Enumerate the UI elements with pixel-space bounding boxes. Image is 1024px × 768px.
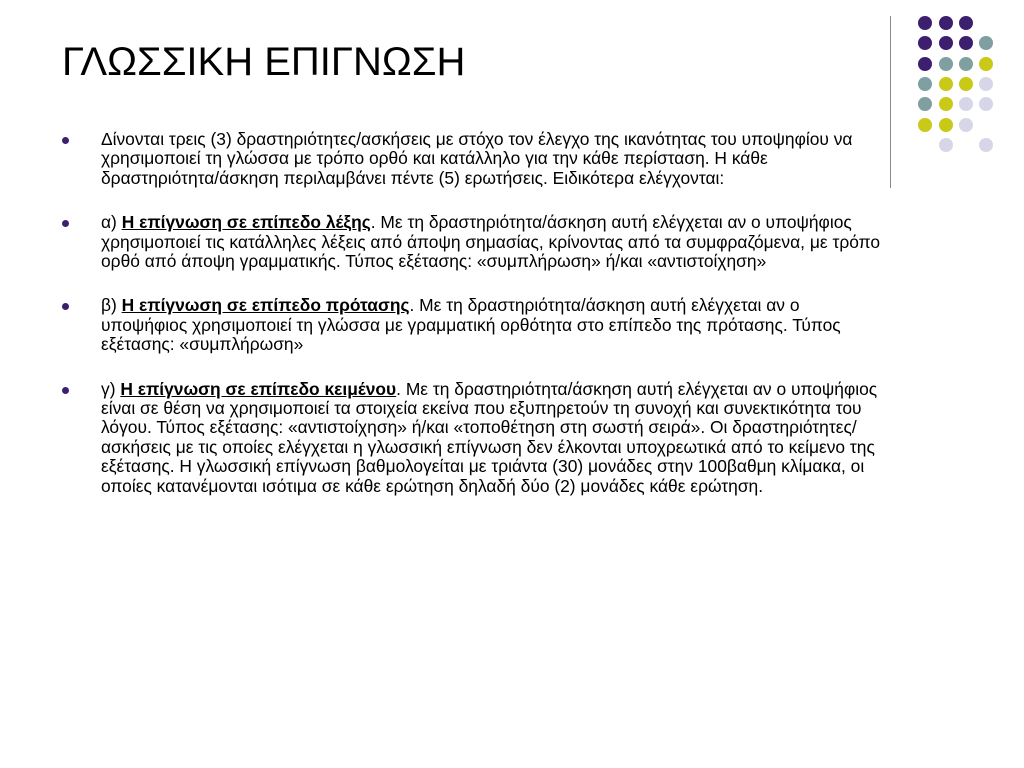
decorative-dot	[959, 97, 973, 111]
decorative-dot	[918, 57, 932, 71]
decorative-dot	[979, 97, 993, 111]
bullet-marker	[62, 137, 69, 144]
decorative-dot	[979, 36, 993, 50]
bullet-text: . Με τη δραστηριότητα/άσκηση αυτή ελέγχεται αν ο υποψήφιος χρησιμοποιεί τις κατάλληλες λέξεις από άποψη σημασίας, κρίνοντας από τα συμφραζόμενα, με τρόπο ορθό από άποψη γραμματικής. Τύπος εξέτασης: «συμπλήρωση» ή/και «αντιστοίχηση»	[101, 212, 881, 272]
decorative-dot	[979, 57, 993, 71]
decorative-dot	[939, 118, 953, 132]
decorative-dot	[939, 138, 953, 152]
bullet-marker	[62, 220, 69, 227]
decorative-dot	[959, 118, 973, 132]
bullet-heading: Η επίγνωση σε επίπεδο λέξης	[121, 212, 371, 233]
decorative-dot	[918, 16, 932, 30]
decorative-dot	[979, 77, 993, 91]
bullet-heading: Η επίγνωση σε επίπεδο πρότασης	[121, 295, 410, 316]
bullet-list	[62, 130, 888, 521]
bullet-text-level	[62, 380, 888, 496]
decorative-dot	[939, 16, 953, 30]
decorative-dot	[918, 36, 932, 50]
decorative-dot	[959, 36, 973, 50]
bullet-prefix: β)	[101, 295, 122, 316]
decorative-dot	[918, 77, 932, 91]
decorative-dot	[979, 138, 993, 152]
decorative-dot	[918, 97, 932, 111]
decorative-dot	[939, 97, 953, 111]
bullet-prefix: α)	[101, 212, 122, 233]
bullet-word-level	[62, 213, 888, 271]
bullet-marker	[62, 387, 69, 394]
decorative-dot	[959, 16, 973, 30]
bullet-sentence-level	[62, 296, 888, 354]
decorative-dot	[939, 36, 953, 50]
bullet-text: . Με τη δραστηριότητα/άσκηση αυτή ελέγχεται αν ο υποψήφιος είναι σε θέση να χρησιμοποιεί τα στοιχεία εκείνα που εξυπηρετούν τη συνοχή και συνεκτικότητα του λόγου. Τύπος εξέτασης: «αντιστοίχηση» ή/και «τοποθέτηση στη σωστή σειρά». Οι δραστηριότητες/ασκήσεις με τις οποίες ελέγχεται η γλωσσική επίγνωση δεν έλκονται υποχρεωτικά από το κείμενο της εξέτασης. Η γλωσσική επίγνωση βαθμολογείται με τριάντα (30) μονάδες στην 100βαθμη κλίμακα, οι οποίες κατανέμονται ισότιμα σε κάθε ερώτηση δηλαδή δύο (2) μονάδες κάθε ερώτηση.	[101, 378, 878, 496]
bullet-heading: Η επίγνωση σε επίπεδο κειμένου	[120, 378, 397, 399]
bullet-text: . Με τη δραστηριότητα/άσκηση αυτή ελέγχεται αν ο υποψήφιος χρησιμοποιεί τη γλώσσα με γραμματική ορθότητα στο επίπεδο της πρότασης. Τύπος εξέτασης: «συμπλήρωση»	[101, 295, 841, 355]
decorative-dot	[918, 118, 932, 132]
bullet-intro	[62, 130, 888, 188]
bullet-prefix: γ)	[101, 378, 121, 399]
decorative-dot	[959, 77, 973, 91]
divider-line	[890, 16, 891, 188]
slide-title: ΓΛΩΣΣΙΚΗ ΕΠΙΓΝΩΣΗ	[62, 40, 466, 84]
bullet-text: Δίνονται τρεις (3) δραστηριότητες/ασκήσεις με στόχο τον έλεγχο της ικανότητας του υποψηφίου να χρησιμοποιεί τη γλώσσα με τρόπο ορθό και κατάλληλο για την κάθε περίσταση. Η κάθε δραστηριότητα/άσκηση περιλαμβάνει πέντε (5) ερωτήσεις. Ειδικότερα ελέγχονται:	[101, 129, 853, 188]
bullet-marker	[62, 303, 69, 310]
decorative-dot	[959, 57, 973, 71]
decorative-dot	[939, 57, 953, 71]
decorative-dot	[939, 77, 953, 91]
